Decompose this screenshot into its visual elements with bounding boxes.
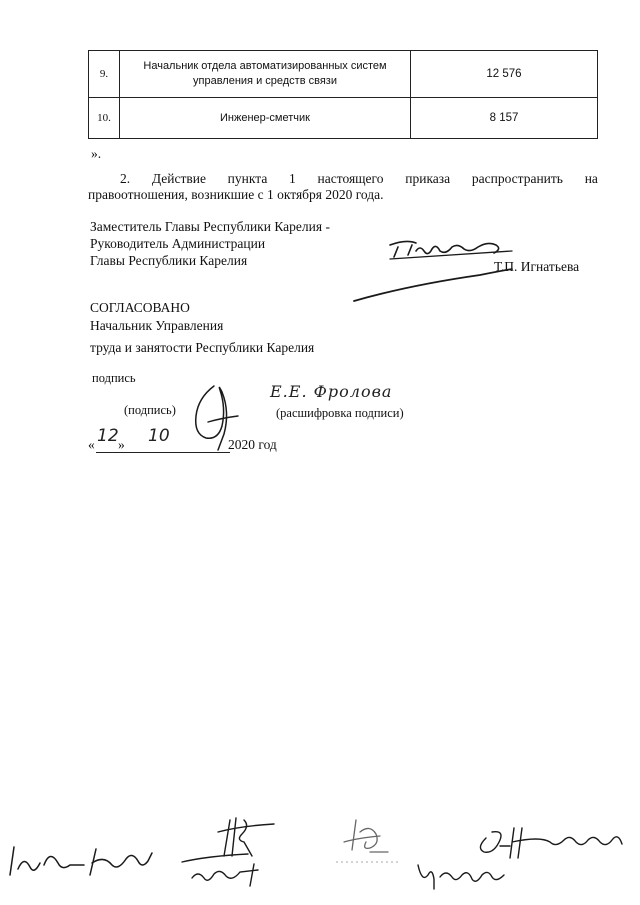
- signatory-name: Т.П. Игнатьева: [494, 259, 580, 274]
- table-row: [89, 98, 598, 139]
- visa-signature: [178, 812, 288, 892]
- approval-line: труда и занятости Республики Карелия: [90, 340, 315, 355]
- paragraph-word: на: [584, 171, 598, 186]
- signature-ignatyeva: [350, 225, 520, 310]
- signatory-position-line: Главы Республики Карелия: [90, 253, 248, 268]
- position-title-line: управления и средств связи: [193, 75, 337, 87]
- date-close-quote: »: [118, 437, 125, 452]
- sign-caption: (подпись): [124, 403, 176, 417]
- paragraph-word: 2.: [120, 171, 131, 186]
- position-title: [120, 98, 411, 139]
- date-year: 2020 год: [228, 437, 277, 452]
- visa-signature: [470, 818, 630, 868]
- paragraph-word: 1: [289, 171, 296, 186]
- sign-label: подпись: [92, 371, 136, 385]
- signatory-position-line: Руководитель Администрации: [90, 236, 266, 251]
- date-day: 12: [97, 426, 119, 446]
- quote-close: ».: [91, 146, 102, 161]
- paragraph-word: Действие: [151, 171, 206, 186]
- salary-value: 8 157: [411, 98, 598, 139]
- approval-line: Начальник Управления: [90, 318, 224, 333]
- paragraph-line-1: [88, 170, 598, 187]
- paragraph-word: настоящего: [317, 171, 384, 186]
- visa-signature: [330, 812, 410, 872]
- paragraph-word: приказа: [405, 171, 451, 186]
- row-number: 9.: [89, 51, 120, 98]
- salary-value: 12 576: [411, 51, 598, 98]
- approval-heading: СОГЛАСОВАНО: [90, 300, 190, 315]
- table-row: [89, 51, 598, 98]
- position-title-line: Начальник отдела автоматизированных систем: [143, 60, 387, 72]
- position-title: [120, 51, 411, 98]
- decode-caption: (расшифровка подписи): [276, 406, 404, 420]
- visa-signature: [0, 835, 170, 885]
- date-open-quote: «: [88, 437, 95, 452]
- signature-frolova: [188, 382, 248, 452]
- paragraph-word: распространить: [471, 171, 563, 186]
- date-underline: [96, 452, 230, 453]
- signatory-position-line: Заместитель Главы Республики Карелия -: [90, 219, 330, 234]
- handwritten-decode-name: Е.Е. Фролова: [270, 382, 393, 401]
- paragraph-word: пункта: [227, 171, 268, 186]
- position-title-line: Инженер-сметчик: [220, 111, 310, 124]
- date-month: 10: [148, 426, 170, 446]
- row-number: 10.: [89, 98, 120, 139]
- paragraph-line-2: правоотношения, возникшие с 1 октября 2020 года.: [88, 187, 384, 202]
- salary-table: [88, 50, 598, 139]
